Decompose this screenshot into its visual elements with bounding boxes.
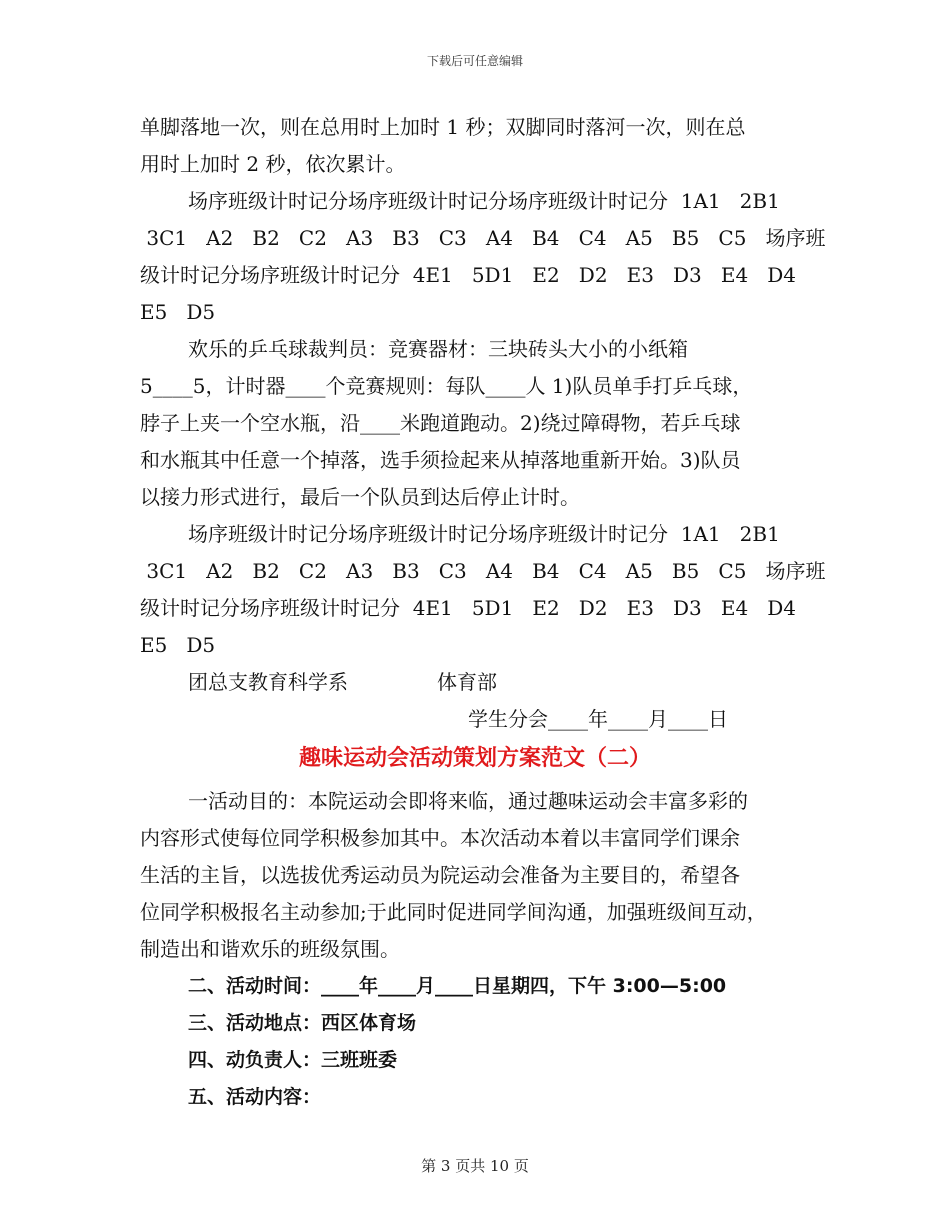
text-line: 用时上加时 2 秒，依次累计。 [140,152,406,176]
text-line: 5____5，计时器____个竞赛规则：每队____人 1)队员单手打乒乓球， [140,374,753,398]
section-title: 趣味运动会活动策划方案范文（二） [298,745,651,771]
text-line: 场序班级计时记分场序班级计时记分场序班级计时记分 1A1 2B1 [188,189,780,213]
text-line: 和水瓶其中任意一个掉落，选手须捡起来从掉落地重新开始。3)队员 [140,448,741,472]
body-line: 生活的主旨，以选拔优秀运动员为院运动会准备为主要目的，希望各 [140,863,740,887]
text-line: 级计时记分场序班级计时记分 4E1 5D1 E2 D2 E3 D3 E4 D4 [140,596,797,620]
text-line: 3C1 A2 B2 C2 A3 B3 C3 A4 B4 C4 A5 B5 C5 场序班 [140,559,826,583]
text-line: 欢乐的乒乓球裁判员：竞赛器材：三块砖头大小的小纸箱 [188,337,688,361]
body-line: 内容形式使每位同学积极参加其中。本次活动本着以丰富同学们课余 [140,826,740,850]
text-line: 脖子上夹一个空水瓶，沿____米跑道跑动。2)绕过障碍物，若乒乓球 [140,411,741,435]
activity-content-heading: 五、活动内容： [188,1086,322,1108]
activity-location: 三、活动地点：西区体育场 [188,1012,417,1034]
text-line: E5 D5 [140,300,216,324]
text-line: 3C1 A2 B2 C2 A3 B3 C3 A4 B4 C4 A5 B5 C5 场序班 [140,226,826,250]
text-line: 单脚落地一次，则在总用时上加时 1 秒；双脚同时落河一次，则在总 [140,115,746,139]
body-line: 制造出和谐欢乐的班级氛围。 [140,937,400,961]
text-line: 级计时记分场序班级计时记分 4E1 5D1 E2 D2 E3 D3 E4 D4 [140,263,797,287]
body-line: 一活动目的：本院运动会即将来临，通过趣味运动会丰富多彩的 [188,789,748,813]
text-line: E5 D5 [140,633,216,657]
text-line: 以接力形式进行，最后一个队员到达后停止计时。 [140,485,580,509]
activity-leader: 四、动负责人：三班班委 [188,1049,398,1071]
date-line: 学生分会____年____月____日 [468,707,728,731]
signature-line: 团总支教育科学系 体育部 [188,670,498,694]
body-line: 位同学积极报名主动参加;于此同时促进同学间沟通，加强班级间互动， [140,900,767,924]
page-footer: 第 3 页共 10 页 [421,1157,529,1175]
activity-time: 二、活动时间：____年____月____日星期四，下午 3:00—5:00 [188,975,727,997]
text-line: 场序班级计时记分场序班级计时记分场序班级计时记分 1A1 2B1 [188,522,780,546]
page-header: 下载后可任意编辑 [426,54,523,68]
